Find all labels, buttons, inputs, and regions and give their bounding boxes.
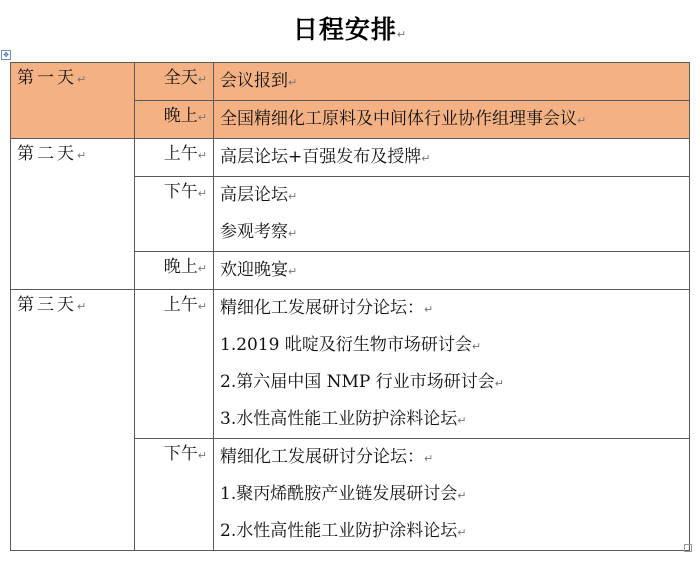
period-cell: 晚上↵ xyxy=(135,252,214,290)
table-row xyxy=(11,139,690,177)
content-line: 2.水性高性能工业防护涂料论坛↵ xyxy=(220,521,467,541)
period-cell: 晚上↵ xyxy=(135,101,214,139)
period-cell: 下午↵ xyxy=(135,439,214,551)
page-title xyxy=(0,10,700,46)
content-cell xyxy=(214,139,690,177)
content-line: 精细化工发展研讨分论坛：↵ xyxy=(220,447,434,467)
table-row xyxy=(11,63,690,101)
paragraph-mark: ↵ xyxy=(396,28,408,41)
period-cell: 全天↵ xyxy=(135,63,214,101)
title-text: 日程安排 xyxy=(292,15,397,44)
content-line: 高层论坛↵ xyxy=(220,185,298,205)
content-line: 全国精细化工原料及中间体行业协作组理事会议↵ xyxy=(220,109,587,129)
content-cell xyxy=(214,177,690,252)
content-line: 会议报到↵ xyxy=(220,71,298,91)
content-cell xyxy=(214,252,690,290)
schedule-table xyxy=(10,62,690,551)
content-line: 1.2019 吡啶及衍生物市场研讨会↵ xyxy=(220,335,482,355)
content-line: 1.聚丙烯酰胺产业链发展研讨会↵ xyxy=(220,484,467,504)
content-cell xyxy=(214,101,690,139)
table-resize-handle[interactable] xyxy=(684,544,692,552)
period-cell: 下午↵ xyxy=(135,177,214,252)
content-line: 3.水性高性能工业防护涂料论坛↵ xyxy=(220,409,467,429)
day-cell: 第三天↵ xyxy=(11,290,135,551)
content-cell xyxy=(214,290,690,439)
content-line: 高层论坛+百强发布及授牌↵ xyxy=(220,147,431,167)
content-cell xyxy=(214,63,690,101)
content-line: 精细化工发展研讨分论坛：↵ xyxy=(220,298,434,318)
content-cell xyxy=(214,439,690,551)
content-line: 参观考察↵ xyxy=(220,222,298,242)
move-table-icon[interactable]: ✥ xyxy=(1,50,11,60)
table-row xyxy=(11,290,690,439)
content-line: 2.第六届中国 NMP 行业市场研讨会↵ xyxy=(220,372,504,392)
content-line: 欢迎晚宴↵ xyxy=(220,260,298,280)
period-cell: 上午↵ xyxy=(135,139,214,177)
period-cell: 上午↵ xyxy=(135,290,214,439)
day-cell: 第二天↵ xyxy=(11,139,135,290)
day-cell: 第一天↵ xyxy=(11,63,135,139)
